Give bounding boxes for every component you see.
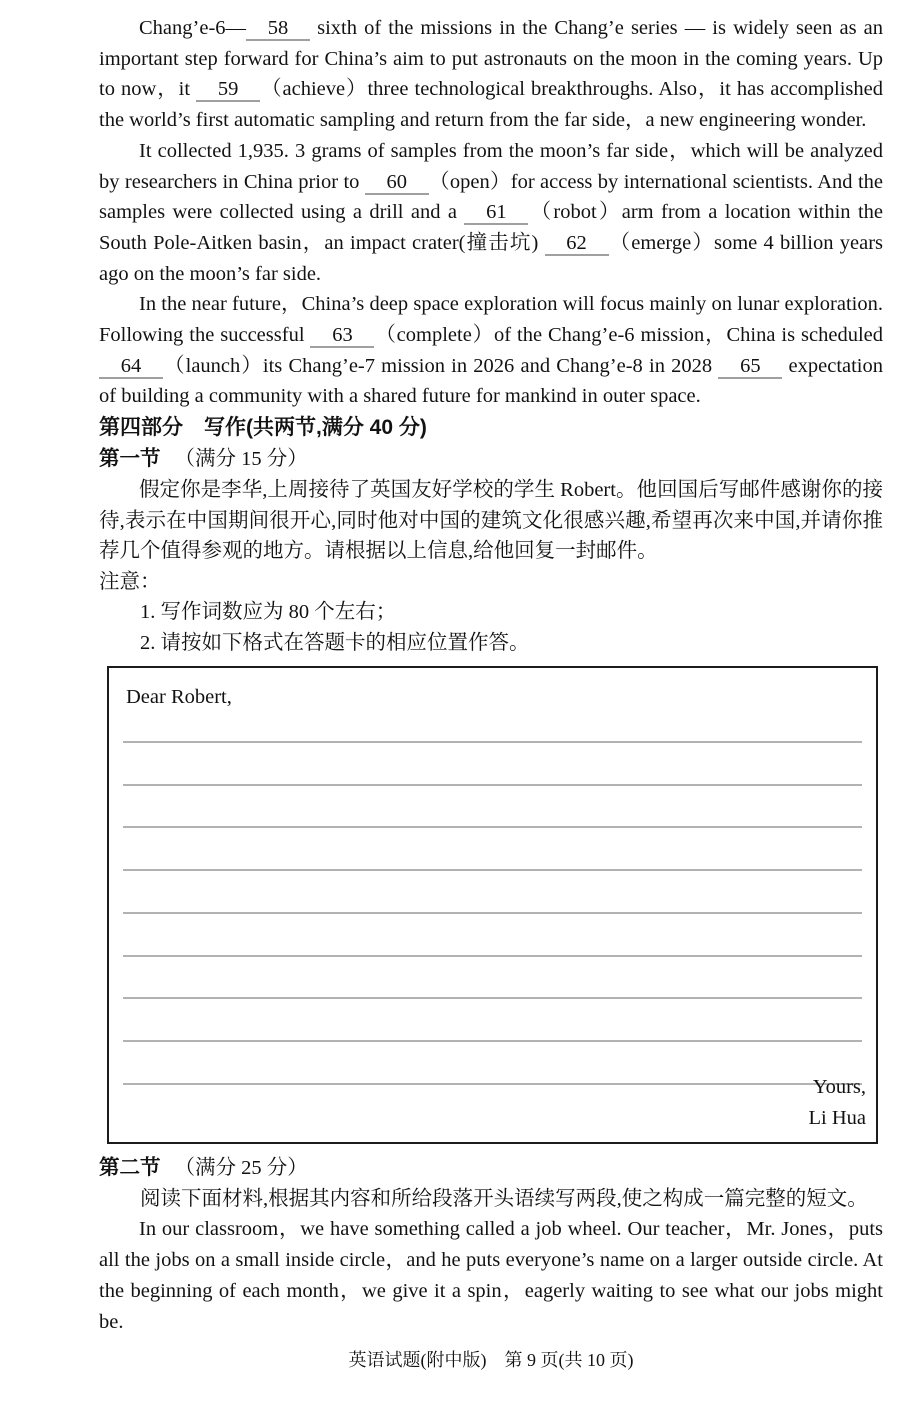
- answer-line: [123, 914, 862, 957]
- cloze-paragraph-2: [99, 136, 883, 290]
- cloze-paragraph-1: [99, 13, 883, 136]
- blank-64: 64: [99, 355, 163, 379]
- blank-60: 60: [365, 171, 429, 195]
- answer-line: [123, 743, 862, 786]
- cloze-text: （achieve）three technological breakthroughs. Also，it has accomplished the world’s first automatic sampling and return from the far side，a new engineering wonder.: [99, 78, 883, 132]
- letter-template-box: [107, 666, 878, 1144]
- section2-instruction: 阅读下面材料,根据其内容和所给段落开头语续写两段,使之构成一篇完整的短文。: [140, 1187, 868, 1210]
- cloze-text: In the near future，China’s deep space exploration will focus mainly on lunar exploration. Following the successful: [99, 293, 883, 347]
- section2-label: 第二节: [99, 1155, 161, 1179]
- letter-salutation: Dear Robert,: [126, 685, 232, 708]
- blank-63: 63: [310, 324, 374, 348]
- answer-line: [123, 871, 862, 914]
- answer-line: [123, 957, 862, 1000]
- section1-label: 第一节: [99, 447, 161, 471]
- cloze-text: expectation of building a community with a shared future for mankind in outer space.: [99, 354, 884, 408]
- cloze-text: sixth of the missions in the Chang’e series — is widely seen as an important step forward for China’s aim to put astronauts on the moon in the coming years. Up to now，it: [99, 17, 883, 101]
- section1-score: （满分 15 分）: [174, 448, 308, 471]
- cloze-text: （launch）its Chang’e-7 mission in 2026 and Chang’e-8 in 2028: [163, 354, 719, 377]
- blank-62: 62: [545, 232, 609, 256]
- answer-lines: [121, 712, 864, 1085]
- part4-header: 第四部分 写作(共两节,满分 40 分): [99, 416, 427, 440]
- cloze-text: （robot）arm from a location within the South Pole-Aitken basin，an impact crater(撞击坑): [99, 201, 883, 254]
- answer-line: [123, 786, 862, 829]
- cloze-text: （complete）of the Chang’e-6 mission，China is scheduled: [374, 324, 883, 347]
- answer-line: [123, 999, 862, 1042]
- cloze-text: （emerge）some 4 billion years ago on the moon’s far side.: [99, 231, 883, 285]
- section2-score: （满分 25 分）: [174, 1156, 308, 1179]
- cloze-passage: [99, 13, 883, 412]
- section1-header: [99, 443, 883, 475]
- writing-section: [99, 412, 883, 659]
- writing-prompt: 假定你是李华,上周接待了英国友好学校的学生 Robert。他回国后写邮件感谢你的接待,表示在中国期间很开心,同时他对中国的建筑文化很感兴趣,希望再次来中国,并请你推荐几个值得参观的地方。请根据以上信息,给他回复一封邮件。: [99, 479, 883, 563]
- continuation-section: [99, 1152, 883, 1338]
- note-item-2: 2. 请按如下格式在答题卡的相应位置作答。: [140, 632, 530, 655]
- notes-label: 注意：: [99, 570, 161, 593]
- section2-header: [99, 1152, 883, 1184]
- answer-line: [123, 1042, 862, 1085]
- blank-58: 58: [246, 17, 310, 41]
- letter-signature: Li Hua: [808, 1106, 866, 1129]
- blank-61: 61: [464, 201, 528, 225]
- answer-line: [123, 712, 862, 743]
- cloze-text: （open）for access by international scientists. And the samples were collected using a drill and a: [99, 170, 884, 224]
- blank-59: 59: [196, 78, 260, 102]
- note-item-1: 1. 写作词数应为 80 个左右；: [140, 601, 397, 624]
- cloze-text: It collected 1,935. 3 grams of samples from the moon’s far side，which will be analyzed by researchers in China prior to: [99, 139, 883, 193]
- cloze-paragraph-3: [99, 289, 883, 412]
- answer-line: [123, 828, 862, 871]
- letter-closing: Yours,: [812, 1075, 866, 1098]
- blank-65: 65: [718, 355, 782, 379]
- letter-closing-block: [809, 1072, 867, 1134]
- story-paragraph: In our classroom，we have something called a job wheel. Our teacher，Mr. Jones，puts all the jobs on a small inside circle，and he puts everyone’s name on a larger outside circle. At the beginning of each month，we give it a spin，eagerly waiting to see what our jobs might be.: [99, 1218, 883, 1333]
- cloze-text: Chang’e-6—: [139, 17, 247, 39]
- page-footer: 英语试题(附中版) 第 9 页(共 10 页): [348, 1350, 634, 1371]
